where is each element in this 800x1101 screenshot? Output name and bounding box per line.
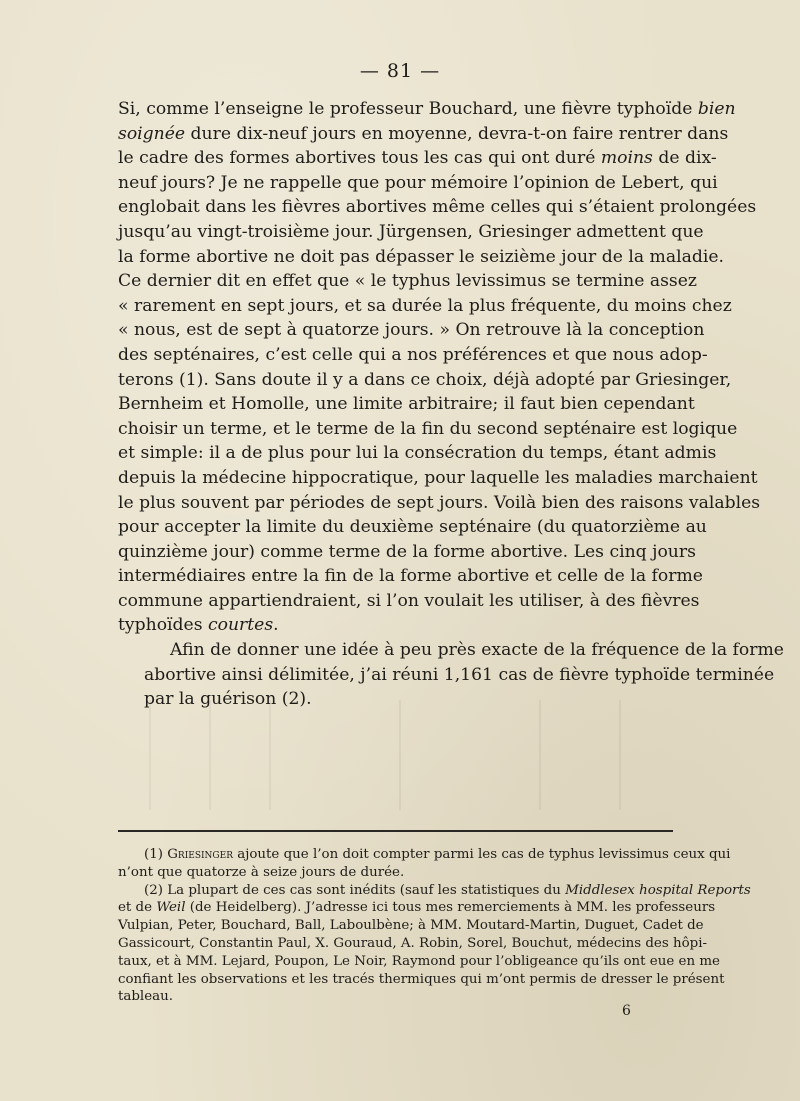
body-line	[118, 417, 738, 442]
body-line	[118, 245, 724, 270]
footnote-line	[118, 882, 751, 900]
small-caps-name: Griesinger	[167, 847, 233, 862]
body-line	[118, 491, 761, 516]
text-run: et simple: il a de plus pour lui la consécration du temps, étant admis	[118, 443, 717, 464]
text-run: pour accepter la limite du deuxième septénaire (du quatorzième au	[118, 517, 707, 538]
italic-text: bien	[697, 99, 736, 119]
body-line	[118, 122, 729, 147]
text-run: commune appartiendraient, si l’on voulait les utiliser, à des fièvres	[118, 590, 700, 611]
body-line	[118, 269, 697, 294]
footnote-1	[118, 846, 731, 882]
body-line	[118, 613, 671, 638]
text-run: le plus souvent par périodes de sept jours. Voilà bien des raisons valables	[118, 492, 761, 513]
body-line	[118, 515, 707, 540]
body-line	[118, 97, 736, 122]
show-through-table-ghost	[120, 700, 660, 810]
text-run: neuf jours? Je ne rappelle que pour mémoire l’opinion de Lebert, qui	[118, 172, 718, 193]
text-run: quinzième jour) comme terme de la forme abortive. Les cinq jours	[118, 541, 696, 562]
text-run: des septénaires, c’est celle qui a nos préférences et que nous adop-	[118, 344, 708, 365]
text-run: depuis la médecine hippocratique, pour laquelle les maladies marchaient	[118, 467, 758, 488]
body-line	[118, 318, 705, 343]
text-run: Gassicourt, Constantin Paul, X. Gouraud, A. Robin, Sorel, Bouchut, médecins des hôpi-	[118, 935, 708, 951]
body-line	[118, 343, 708, 368]
text-run: « nous, est de sept à quatorze jours. » On retrouve là la conception	[118, 320, 705, 341]
footnote-line	[118, 988, 671, 1006]
text-run: typhoïdes	[118, 615, 208, 636]
text-run: .	[273, 615, 279, 636]
footnote-line	[118, 935, 708, 953]
text-run: taux, et à MM. Lejard, Poupon, Le Noir, Raymond pour l’obligeance qu’ils ont eue en me	[118, 953, 720, 969]
text-run: dure dix-neuf jours en moyenne, devra-t-on faire rentrer dans	[185, 123, 729, 144]
text-run: (1)	[144, 847, 168, 862]
page-number: — 81 —	[359, 60, 441, 82]
body-line	[118, 392, 695, 417]
text-run: Bernheim et Homolle, une limite arbitraire; il faut bien cependant	[118, 394, 695, 415]
italic-text: moins	[600, 148, 653, 169]
text-run: la forme abortive ne doit pas dépasser le seizième jour de la maladie.	[118, 246, 724, 267]
footnote-line	[118, 953, 720, 971]
body-line	[118, 663, 775, 688]
footnote-2	[118, 882, 751, 1007]
text-run: Si, comme l’enseigne le professeur Bouchard, une fièvre typhoïde	[118, 99, 698, 119]
footnote-line	[118, 971, 725, 989]
body-line	[118, 638, 784, 663]
text-run: englobait dans les fièvres abortives même celles qui s’étaient prolongées	[118, 197, 757, 218]
italic-text: Middlesex hospital Reports	[565, 882, 751, 898]
text-run: abortive ainsi délimitée, j’ai réuni 1,161 cas de fièvre typhoïde terminée	[144, 664, 775, 685]
text-run: confiant les observations et les tracés thermiques qui m’ont permis de dresser le présent	[118, 971, 725, 987]
text-run: et de	[118, 900, 157, 916]
footnote-line	[118, 917, 704, 935]
text-run: terons (1). Sans doute il y a dans ce choix, déjà adopté par Griesinger,	[118, 369, 732, 390]
text-run: Vulpian, Peter, Bouchard, Ball, Laboulbène; à MM. Moutard-Martin, Duguet, Cadet de	[118, 918, 704, 934]
italic-text: courtes	[208, 615, 274, 636]
text-run: ajoute que l’on doit compter parmi les cas de typhus levissimus ceux qui	[232, 847, 731, 862]
body-line	[118, 294, 732, 319]
footnote-rule	[118, 830, 673, 832]
text-run: par la guérison (2).	[144, 689, 312, 710]
text-run: de dix-	[652, 148, 717, 169]
italic-text: soignée	[118, 123, 186, 144]
text-run: Afin de donner une idée à peu près exacte de la fréquence de la forme	[170, 640, 784, 661]
text-run: (2) La plupart de ces cas sont inédits (sauf les statistiques du	[144, 882, 566, 898]
signature-mark: 6	[622, 1003, 631, 1019]
footnote-line	[118, 864, 671, 882]
footnote-line	[118, 899, 716, 917]
text-run: (de Heidelberg). J’adresse ici tous mes remerciements à MM. les professeurs	[185, 900, 716, 916]
paragraph-2	[118, 638, 784, 712]
body-line	[118, 146, 717, 171]
body-line	[118, 687, 671, 712]
text-run: Ce dernier dit en effet que « le typhus levissimus se termine assez	[118, 271, 697, 292]
text-run: intermédiaires entre la fin de la forme abortive et celle de la forme	[118, 566, 703, 587]
body-text	[118, 97, 784, 712]
footnote-line	[118, 846, 731, 864]
body-line	[118, 564, 703, 589]
body-line	[118, 368, 732, 393]
text-run: n’ont que quatorze à seize jours de durée.	[118, 864, 405, 880]
body-line	[118, 220, 704, 245]
text-run: le cadre des formes abortives tous les cas qui ont duré	[118, 148, 601, 169]
text-run: « rarement en sept jours, et sa durée la plus fréquente, du moins chez	[118, 295, 732, 316]
body-line	[118, 441, 717, 466]
italic-text: Weil	[156, 900, 186, 916]
text-run: tableau.	[118, 989, 174, 1005]
footnotes	[118, 846, 751, 1006]
text-run: choisir un terme, et le terme de la fin du second septénaire est logique	[118, 418, 738, 439]
paragraph-1	[118, 97, 761, 638]
text-run: jusqu’au vingt-troisième jour. Jürgensen, Griesinger admettent que	[118, 221, 704, 242]
body-line	[118, 589, 700, 614]
body-line	[118, 195, 757, 220]
body-line	[118, 171, 718, 196]
body-line	[118, 466, 758, 491]
body-line	[118, 540, 696, 565]
